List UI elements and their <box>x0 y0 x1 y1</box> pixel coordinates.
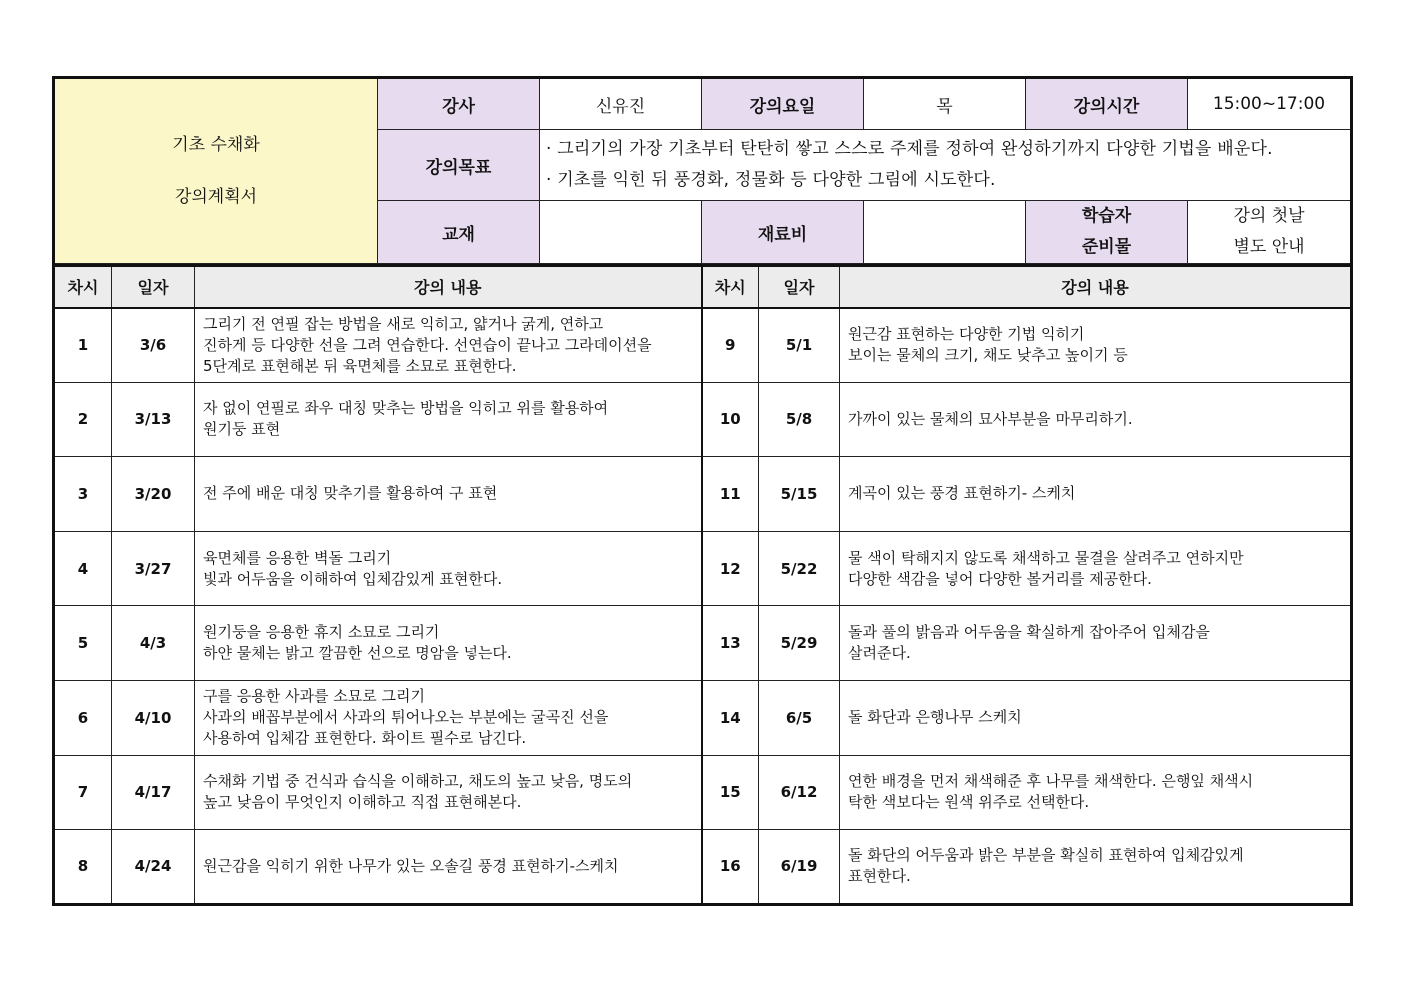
content-line: 보이는 물체의 크기, 채도 낮추고 높이기 등 <box>848 346 1128 365</box>
day-label: 강의요일 <box>702 78 864 130</box>
content-line: 원기둥 표현 <box>203 420 281 439</box>
session-date: 3/20 <box>112 457 195 532</box>
content-line: 계곡이 있는 풍경 표현하기- 스케치 <box>848 484 1076 503</box>
session-number: 11 <box>702 457 759 532</box>
content-line: 사과의 배꼽부분에서 사과의 튀어나오는 부분에는 굴곡진 선을 <box>203 708 609 727</box>
day-value: 목 <box>864 78 1026 130</box>
col-content-left: 강의 내용 <box>195 266 702 308</box>
session-content <box>840 457 1352 532</box>
content-line: 원기둥을 응용한 휴지 소묘로 그리기 <box>203 623 440 642</box>
session-date: 5/22 <box>759 531 840 606</box>
supplies-label: 학습자 준비물 <box>1026 201 1188 264</box>
session-number: 2 <box>54 382 112 457</box>
content-line: 연한 배경을 먼저 채색해준 후 나무를 채색한다. 은행잎 채색시 <box>848 772 1254 791</box>
session-date: 3/13 <box>112 382 195 457</box>
session-content <box>195 606 702 681</box>
session-content <box>195 531 702 606</box>
session-content <box>840 830 1352 905</box>
col-content-right: 강의 내용 <box>840 266 1352 308</box>
session-date: 3/27 <box>112 531 195 606</box>
table-row <box>54 531 1352 606</box>
content-line: 육면체를 응용한 벽돌 그리기 <box>203 548 392 567</box>
content-line: 원근감 표현하는 다양한 기법 익히기 <box>848 325 1085 344</box>
session-date: 4/10 <box>112 680 195 755</box>
col-date-right: 일자 <box>759 266 840 308</box>
instructor-value: 신유진 <box>540 78 702 130</box>
document-title <box>54 78 378 264</box>
table-row <box>54 755 1352 830</box>
material-fee-label: 재료비 <box>702 201 864 264</box>
table-row <box>54 606 1352 681</box>
content-line: 진하게 등 다양한 선을 그려 연습한다. 선연습이 끝나고 그라데이션을 <box>203 335 652 354</box>
header-table <box>52 76 1353 264</box>
session-number: 1 <box>54 308 112 383</box>
session-date: 4/17 <box>112 755 195 830</box>
col-session-right: 차시 <box>702 266 759 308</box>
time-label: 강의시간 <box>1026 78 1188 130</box>
session-number: 5 <box>54 606 112 681</box>
table-row <box>54 680 1352 755</box>
instructor-label: 강사 <box>378 78 540 130</box>
session-date: 4/24 <box>112 830 195 905</box>
session-number: 13 <box>702 606 759 681</box>
session-date: 6/5 <box>759 680 840 755</box>
content-line: 다양한 색감을 넣어 다양한 볼거리를 제공한다. <box>848 569 1152 588</box>
session-date: 5/1 <box>759 308 840 383</box>
content-line: 돌 화단과 은행나무 스케치 <box>848 708 1022 727</box>
schedule-table <box>52 264 1353 906</box>
session-number: 4 <box>54 531 112 606</box>
content-line: 높고 낮음이 무엇인지 이해하고 직접 표현해본다. <box>203 793 522 812</box>
session-content <box>195 680 702 755</box>
content-line: 자 없이 연필로 좌우 대칭 맞추는 방법을 익히고 위를 활용하여 <box>203 399 609 418</box>
content-line: 사용하여 입체감 표현한다. 화이트 필수로 남긴다. <box>203 729 527 748</box>
material-fee-value <box>864 201 1026 264</box>
content-line: 가까이 있는 물체의 묘사부분을 마무리하기. <box>848 409 1133 428</box>
session-content <box>840 680 1352 755</box>
table-row <box>54 308 1352 383</box>
session-date: 4/3 <box>112 606 195 681</box>
supplies-value: 강의 첫날 별도 안내 <box>1188 201 1352 264</box>
session-content <box>195 830 702 905</box>
session-number: 14 <box>702 680 759 755</box>
lecture-plan-sheet <box>52 76 1350 906</box>
session-content <box>840 755 1352 830</box>
content-line: 표현한다. <box>848 867 911 886</box>
time-value: 15:00~17:00 <box>1188 78 1352 130</box>
col-date-left: 일자 <box>112 266 195 308</box>
session-content <box>840 531 1352 606</box>
session-date: 5/29 <box>759 606 840 681</box>
session-date: 3/6 <box>112 308 195 383</box>
session-content <box>195 457 702 532</box>
session-number: 12 <box>702 531 759 606</box>
session-content <box>195 308 702 383</box>
session-number: 9 <box>702 308 759 383</box>
session-date: 5/8 <box>759 382 840 457</box>
content-line: 돌과 풀의 밝음과 어두움을 확실하게 잡아주어 입체감을 <box>848 623 1210 642</box>
session-number: 3 <box>54 457 112 532</box>
content-line: 물 색이 탁해지지 않도록 채색하고 물결을 살려주고 연하지만 <box>848 548 1244 567</box>
session-number: 16 <box>702 830 759 905</box>
title-line-2: 강의계획서 <box>174 187 258 207</box>
session-number: 7 <box>54 755 112 830</box>
col-session-left: 차시 <box>54 266 112 308</box>
goal-value <box>540 130 1352 201</box>
content-line: 그리기 전 연필 잡는 방법을 새로 익히고, 얇거나 굵게, 연하고 <box>203 314 604 333</box>
title-line-1: 기초 수채화 <box>172 135 260 155</box>
session-number: 8 <box>54 830 112 905</box>
content-line: 5단계로 표현해본 뒤 육면체를 소묘로 표현한다. <box>203 356 517 375</box>
session-content <box>840 606 1352 681</box>
session-number: 10 <box>702 382 759 457</box>
session-content <box>195 382 702 457</box>
content-line: 탁한 색보다는 원색 위주로 선택한다. <box>848 793 1090 812</box>
session-number: 6 <box>54 680 112 755</box>
content-line: 수채화 기법 중 건식과 습식을 이해하고, 채도의 높고 낮음, 명도의 <box>203 772 633 791</box>
session-content <box>840 308 1352 383</box>
content-line: 원근감을 익히기 위한 나무가 있는 오솔길 풍경 표현하기-스케치 <box>203 856 619 875</box>
goal-label: 강의목표 <box>378 130 540 201</box>
content-line: 돌 화단의 어두움과 밝은 부분을 확실히 표현하여 입체감있게 <box>848 846 1244 865</box>
session-date: 6/12 <box>759 755 840 830</box>
session-date: 6/19 <box>759 830 840 905</box>
content-line: 살려준다. <box>848 644 911 663</box>
session-date: 5/15 <box>759 457 840 532</box>
goal-line-2: · 기초를 익힌 뒤 풍경화, 정물화 등 다양한 그림에 시도한다. <box>546 170 996 190</box>
content-line: 구를 응용한 사과를 소묘로 그리기 <box>203 687 425 706</box>
table-row <box>54 457 1352 532</box>
session-content <box>840 382 1352 457</box>
goal-line-1: · 그리기의 가장 기초부터 탄탄히 쌓고 스스로 주제를 정하여 완성하기까지 다양한 기법을 배운다. <box>546 139 1273 159</box>
textbook-value <box>540 201 702 264</box>
table-row <box>54 830 1352 905</box>
content-line: 전 주에 배운 대칭 맞추기를 활용하여 구 표현 <box>203 484 498 503</box>
content-line: 하얀 물체는 밝고 깔끔한 선으로 명암을 넣는다. <box>203 644 512 663</box>
table-row <box>54 382 1352 457</box>
session-number: 15 <box>702 755 759 830</box>
content-line: 빛과 어두움을 이해하여 입체감있게 표현한다. <box>203 569 503 588</box>
column-header-row <box>54 266 1352 308</box>
textbook-label: 교재 <box>378 201 540 264</box>
session-content <box>195 755 702 830</box>
